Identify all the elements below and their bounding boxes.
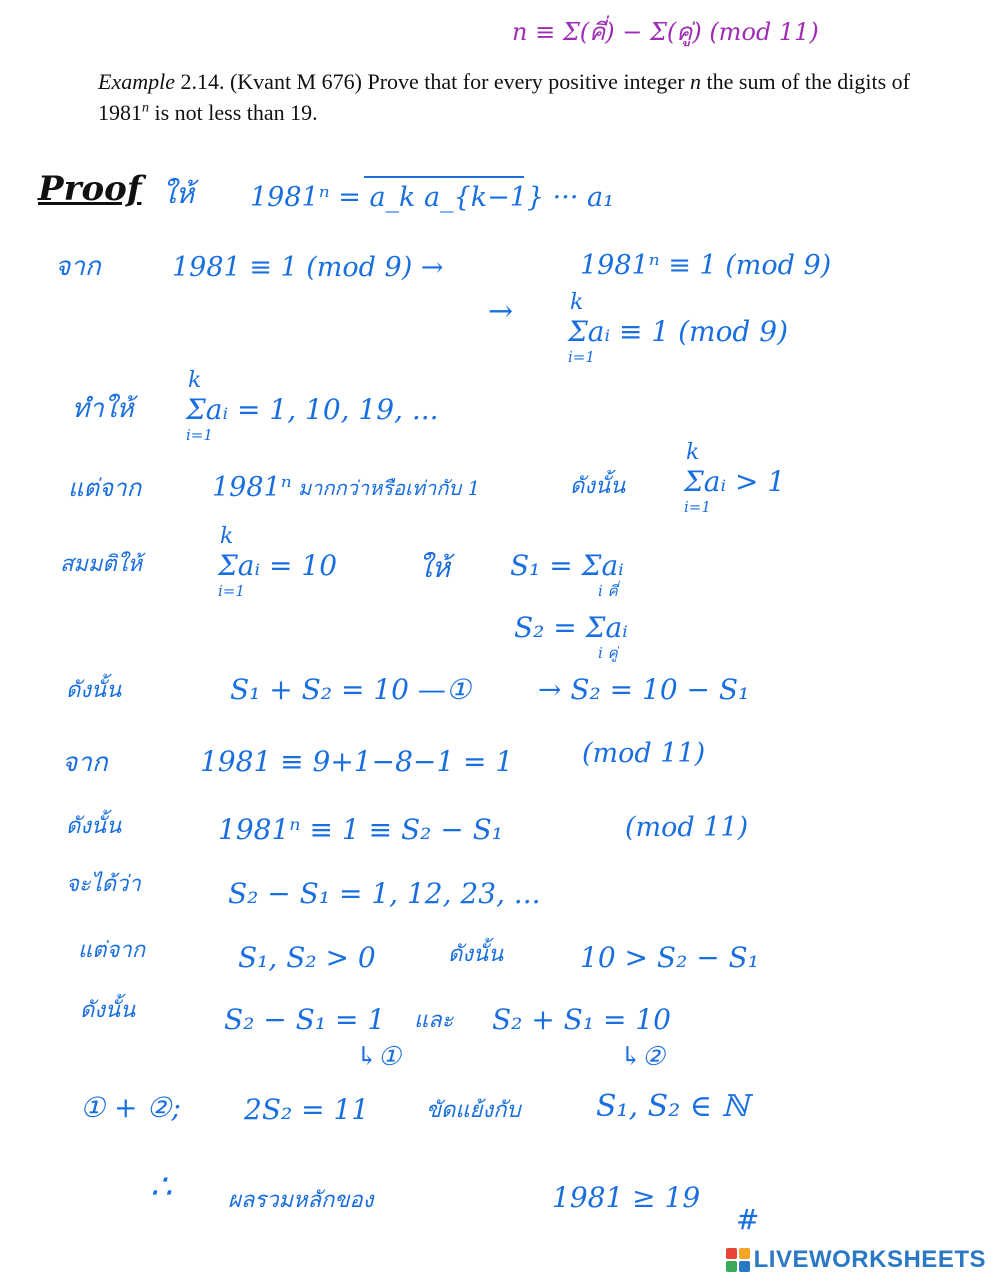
line9-math: 1981 ≡ 9+1−8−1 = 1 bbox=[200, 745, 514, 778]
line2-result: 1981ⁿ ≡ 1 (mod 9) bbox=[580, 250, 832, 281]
line4-sum bbox=[186, 368, 439, 444]
line14-label: ① + ②; bbox=[80, 1091, 181, 1124]
sum-lower-limit: i=1 bbox=[218, 582, 245, 600]
tag-one: ↳① bbox=[356, 1042, 402, 1072]
example-statement bbox=[98, 66, 958, 128]
line1-label: ให้ bbox=[162, 177, 195, 210]
line6-sum-text: Σaᵢ = 10 bbox=[218, 549, 338, 582]
line13-math: S₂ − S₁ = 1 bbox=[224, 1003, 386, 1036]
example-number: 2.14. bbox=[180, 69, 225, 94]
line5-sum-text: Σaᵢ > 1 bbox=[684, 465, 786, 498]
tag-two: ↳② bbox=[620, 1042, 666, 1072]
logo-square-blue bbox=[739, 1261, 750, 1272]
line13-math2: S₂ + S₁ = 10 bbox=[492, 1003, 671, 1036]
example-text-2: the sum of the digits of 1981 bbox=[98, 69, 911, 125]
line5-sigma bbox=[684, 440, 786, 516]
logo-square-red bbox=[726, 1248, 737, 1259]
line8-label: ดังนั้น bbox=[66, 678, 122, 703]
line3-arrow: → bbox=[488, 294, 514, 329]
line11-label: จะได้ว่า bbox=[66, 872, 141, 897]
line6-sigma bbox=[218, 524, 338, 600]
line10-mod: (mod 11) bbox=[625, 812, 749, 843]
line12-so: ดังนั้น bbox=[448, 942, 504, 967]
example-text-3: is not less than 19. bbox=[154, 100, 318, 125]
line7-s2-text: S₂ = Σaᵢ bbox=[514, 611, 628, 644]
sum-upper-limit: k bbox=[220, 524, 234, 549]
line15-math: 1981 ≥ 19 bbox=[552, 1181, 701, 1214]
line12-result: 10 > S₂ − S₁ bbox=[580, 941, 759, 974]
example-text-1: Prove that for every positive integer bbox=[367, 69, 685, 94]
line3-sum bbox=[568, 290, 788, 366]
example-power: n bbox=[142, 100, 149, 116]
line12-math: S₁, S₂ > 0 bbox=[238, 941, 376, 974]
liveworksheets-logo bbox=[726, 1246, 986, 1274]
line8-result: → S₂ = 10 − S₁ bbox=[538, 673, 750, 706]
line1-math: 1981ⁿ = a_k a_{k−1} ··· a₁ bbox=[250, 182, 614, 213]
line15-end: # bbox=[736, 1203, 760, 1236]
line2-label: จาก bbox=[55, 252, 101, 282]
line2-math: 1981 ≡ 1 (mod 9) → bbox=[172, 252, 444, 283]
line14-math: 2S₂ = 11 bbox=[244, 1093, 370, 1126]
line5-sum bbox=[684, 440, 786, 516]
sum-upper-limit: k bbox=[570, 290, 584, 315]
line9-label: จาก bbox=[62, 748, 108, 778]
line4-sum-text: Σaᵢ = 1, 10, 19, ... bbox=[186, 393, 439, 426]
line6-s1-text: S₁ = Σaᵢ bbox=[510, 549, 624, 582]
line13-and: และ bbox=[414, 1008, 454, 1033]
line6-sigma-odd bbox=[510, 549, 624, 600]
line9-mod: (mod 11) bbox=[582, 738, 706, 769]
sum-upper-limit: k bbox=[686, 440, 700, 465]
sum-lower-odd: i คี่ bbox=[598, 582, 618, 600]
sum-lower-limit: i=1 bbox=[568, 348, 595, 366]
line15-therefore: ∴ bbox=[150, 1167, 172, 1207]
line6-let: ให้ bbox=[418, 551, 451, 584]
line14-result: S₁, S₂ ∈ ℕ bbox=[596, 1089, 749, 1124]
logo-square-orange bbox=[739, 1248, 750, 1259]
line14-text: ขัดแย้งกับ bbox=[426, 1098, 521, 1123]
line12-label: แต่จาก bbox=[78, 938, 146, 963]
header-note: n ≡ Σ(คี่) − Σ(คู่) (mod 11) bbox=[512, 18, 819, 46]
line4-label: ทำให้ bbox=[72, 394, 134, 424]
line6-label: สมมติให้ bbox=[60, 552, 142, 577]
example-var-n: n bbox=[690, 69, 702, 94]
example-source: (Kvant M 676) bbox=[229, 69, 362, 94]
line13-label: ดังนั้น bbox=[80, 998, 136, 1023]
line10-label: ดังนั้น bbox=[66, 814, 122, 839]
line4-sigma bbox=[186, 368, 439, 444]
line11-math: S₂ − S₁ = 1, 12, 23, ... bbox=[228, 877, 541, 910]
logo-mark-icon bbox=[726, 1248, 750, 1272]
line15-text: ผลรวมหลักของ bbox=[228, 1188, 374, 1213]
sum-lower-limit: i=1 bbox=[186, 426, 213, 444]
sum-upper-limit: k bbox=[188, 368, 202, 393]
digits-overline bbox=[364, 176, 524, 178]
line10-math: 1981ⁿ ≡ 1 ≡ S₂ − S₁ bbox=[218, 813, 504, 846]
line6-s1 bbox=[510, 549, 624, 600]
sum-lower-limit: i=1 bbox=[684, 498, 711, 516]
line6-sum bbox=[218, 524, 338, 600]
line5-so: ดังนั้น bbox=[570, 474, 626, 499]
line5-math: 1981ⁿ bbox=[212, 472, 292, 503]
proof-title: Proof bbox=[38, 169, 142, 209]
brand-text: LIVEWORKSHEETS bbox=[753, 1246, 986, 1273]
example-label: Example bbox=[98, 69, 175, 94]
line7-sigma-even bbox=[514, 611, 628, 662]
line3-sum-text: Σaᵢ ≡ 1 (mod 9) bbox=[568, 315, 788, 348]
logo-square-green bbox=[726, 1261, 737, 1272]
line8-math: S₁ + S₂ = 10 —① bbox=[230, 673, 471, 706]
sum-lower-even: i คู่ bbox=[598, 644, 618, 662]
line3-sigma bbox=[568, 290, 788, 366]
line7-s2 bbox=[514, 611, 628, 662]
line5-label: แต่จาก bbox=[68, 474, 142, 502]
line5-text: มากกว่าหรือเท่ากับ 1 bbox=[298, 476, 481, 500]
